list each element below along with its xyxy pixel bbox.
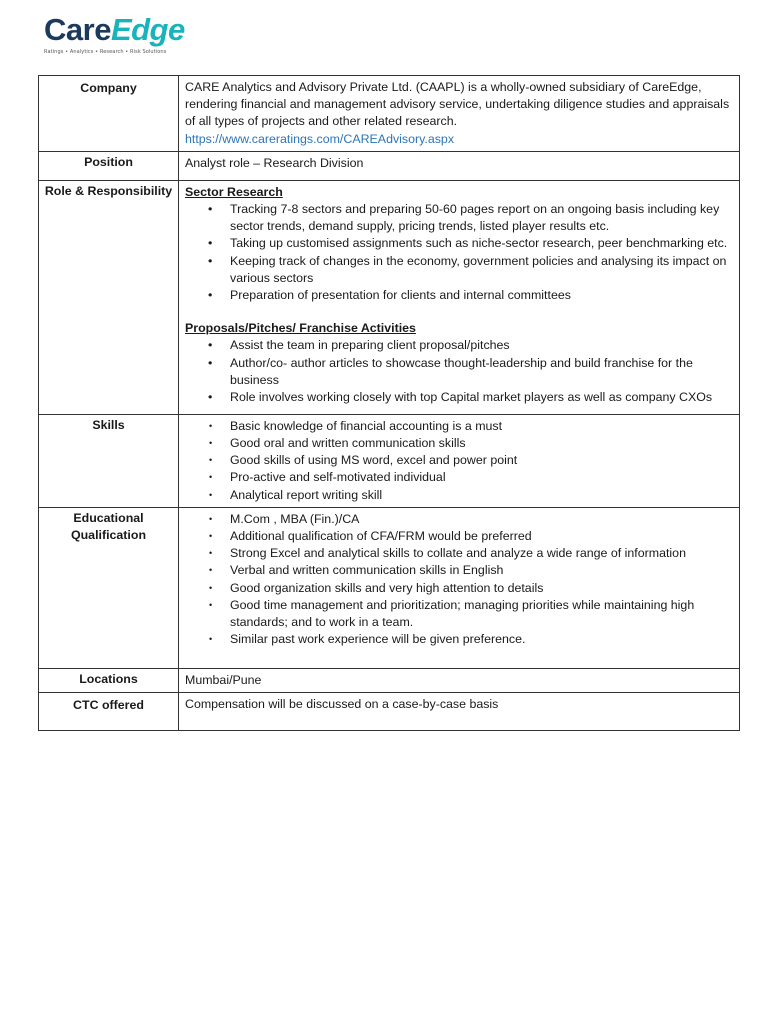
- proposals-list: [185, 337, 733, 406]
- education-list: [185, 511, 733, 649]
- list-item: • Taking up customised assignments such as niche-sector research, peer benchmarking etc.: [185, 235, 733, 252]
- education-content: [179, 507, 740, 668]
- locations-label: Locations: [39, 668, 179, 692]
- ctc-text: Compensation will be discussed on a case-by-case basis: [179, 693, 740, 731]
- logo-wordmark: CareEdge: [44, 12, 185, 47]
- list-item: • Good time management and prioritization; managing priorities while maintaining high standards; and to work in a team.: [185, 597, 733, 631]
- list-item: • Additional qualification of CFA/FRM would be preferred: [185, 528, 733, 545]
- list-item: • M.Com , MBA (Fin.)/CA: [185, 511, 733, 528]
- position-label: Position: [39, 151, 179, 180]
- list-item: • Verbal and written communication skills in English: [185, 562, 733, 579]
- list-item: • Preparation of presentation for clients and internal committees: [185, 287, 733, 304]
- list-item: • Pro-active and self-motivated individual: [185, 469, 733, 486]
- job-description-table: [38, 75, 740, 731]
- list-item: • Tracking 7-8 sectors and preparing 50-60 pages report on an ongoing basis including key sector trends, demand supply, pricing trends, listed player results etc.: [185, 201, 733, 235]
- ctc-label: CTC offered: [39, 693, 179, 731]
- row-company: [39, 76, 740, 152]
- list-item: • Strong Excel and analytical skills to collate and analyze a wide range of information: [185, 545, 733, 562]
- company-content: [179, 76, 740, 152]
- skills-list: [185, 418, 733, 504]
- company-text: CARE Analytics and Advisory Private Ltd. (CAAPL) is a wholly-owned subsidiary of CareEdge, rendering financial and management advisory service, undertaking diligence studies and appraisals of all types of projects and other related research.: [185, 80, 730, 129]
- list-item: • Good organization skills and very high attention to details: [185, 580, 733, 597]
- row-locations: [39, 668, 740, 692]
- list-item: • Basic knowledge of financial accounting is a must: [185, 418, 733, 435]
- row-skills: [39, 414, 740, 507]
- list-item: • Similar past work experience will be given preference.: [185, 631, 733, 648]
- row-role: [39, 180, 740, 414]
- list-item: • Role involves working closely with top Capital market players as well as company CXOs: [185, 389, 733, 406]
- row-position: [39, 151, 740, 180]
- locations-text: Mumbai/Pune: [179, 668, 740, 692]
- role-content: [179, 180, 740, 414]
- list-item: • Assist the team in preparing client proposal/pitches: [185, 337, 733, 354]
- list-item: • Keeping track of changes in the economy, government policies and analysing its impact on various sectors: [185, 253, 733, 287]
- position-text: Analyst role – Research Division: [179, 151, 740, 180]
- list-item: • Good oral and written communication skills: [185, 435, 733, 452]
- skills-label: Skills: [39, 414, 179, 507]
- education-label: Educational Qualification: [39, 507, 179, 668]
- proposals-heading: Proposals/Pitches/ Franchise Activities: [185, 321, 416, 336]
- list-item: • Author/co- author articles to showcase thought-leadership and build franchise for the business: [185, 355, 733, 389]
- list-item: • Good skills of using MS word, excel and power point: [185, 452, 733, 469]
- row-education: [39, 507, 740, 668]
- sector-research-list: [185, 201, 733, 304]
- company-link[interactable]: https://www.careratings.com/CAREAdvisory.aspx: [185, 131, 455, 146]
- skills-content: [179, 414, 740, 507]
- logo-tagline: Ratings • Analytics • Research • Risk Solutions: [44, 49, 167, 55]
- list-item: • Analytical report writing skill: [185, 487, 733, 504]
- company-label: Company: [39, 76, 179, 152]
- careedge-logo: [44, 12, 185, 55]
- row-ctc: [39, 693, 740, 731]
- role-label: Role & Responsibility: [39, 180, 179, 414]
- sector-research-heading: Sector Research: [185, 184, 283, 199]
